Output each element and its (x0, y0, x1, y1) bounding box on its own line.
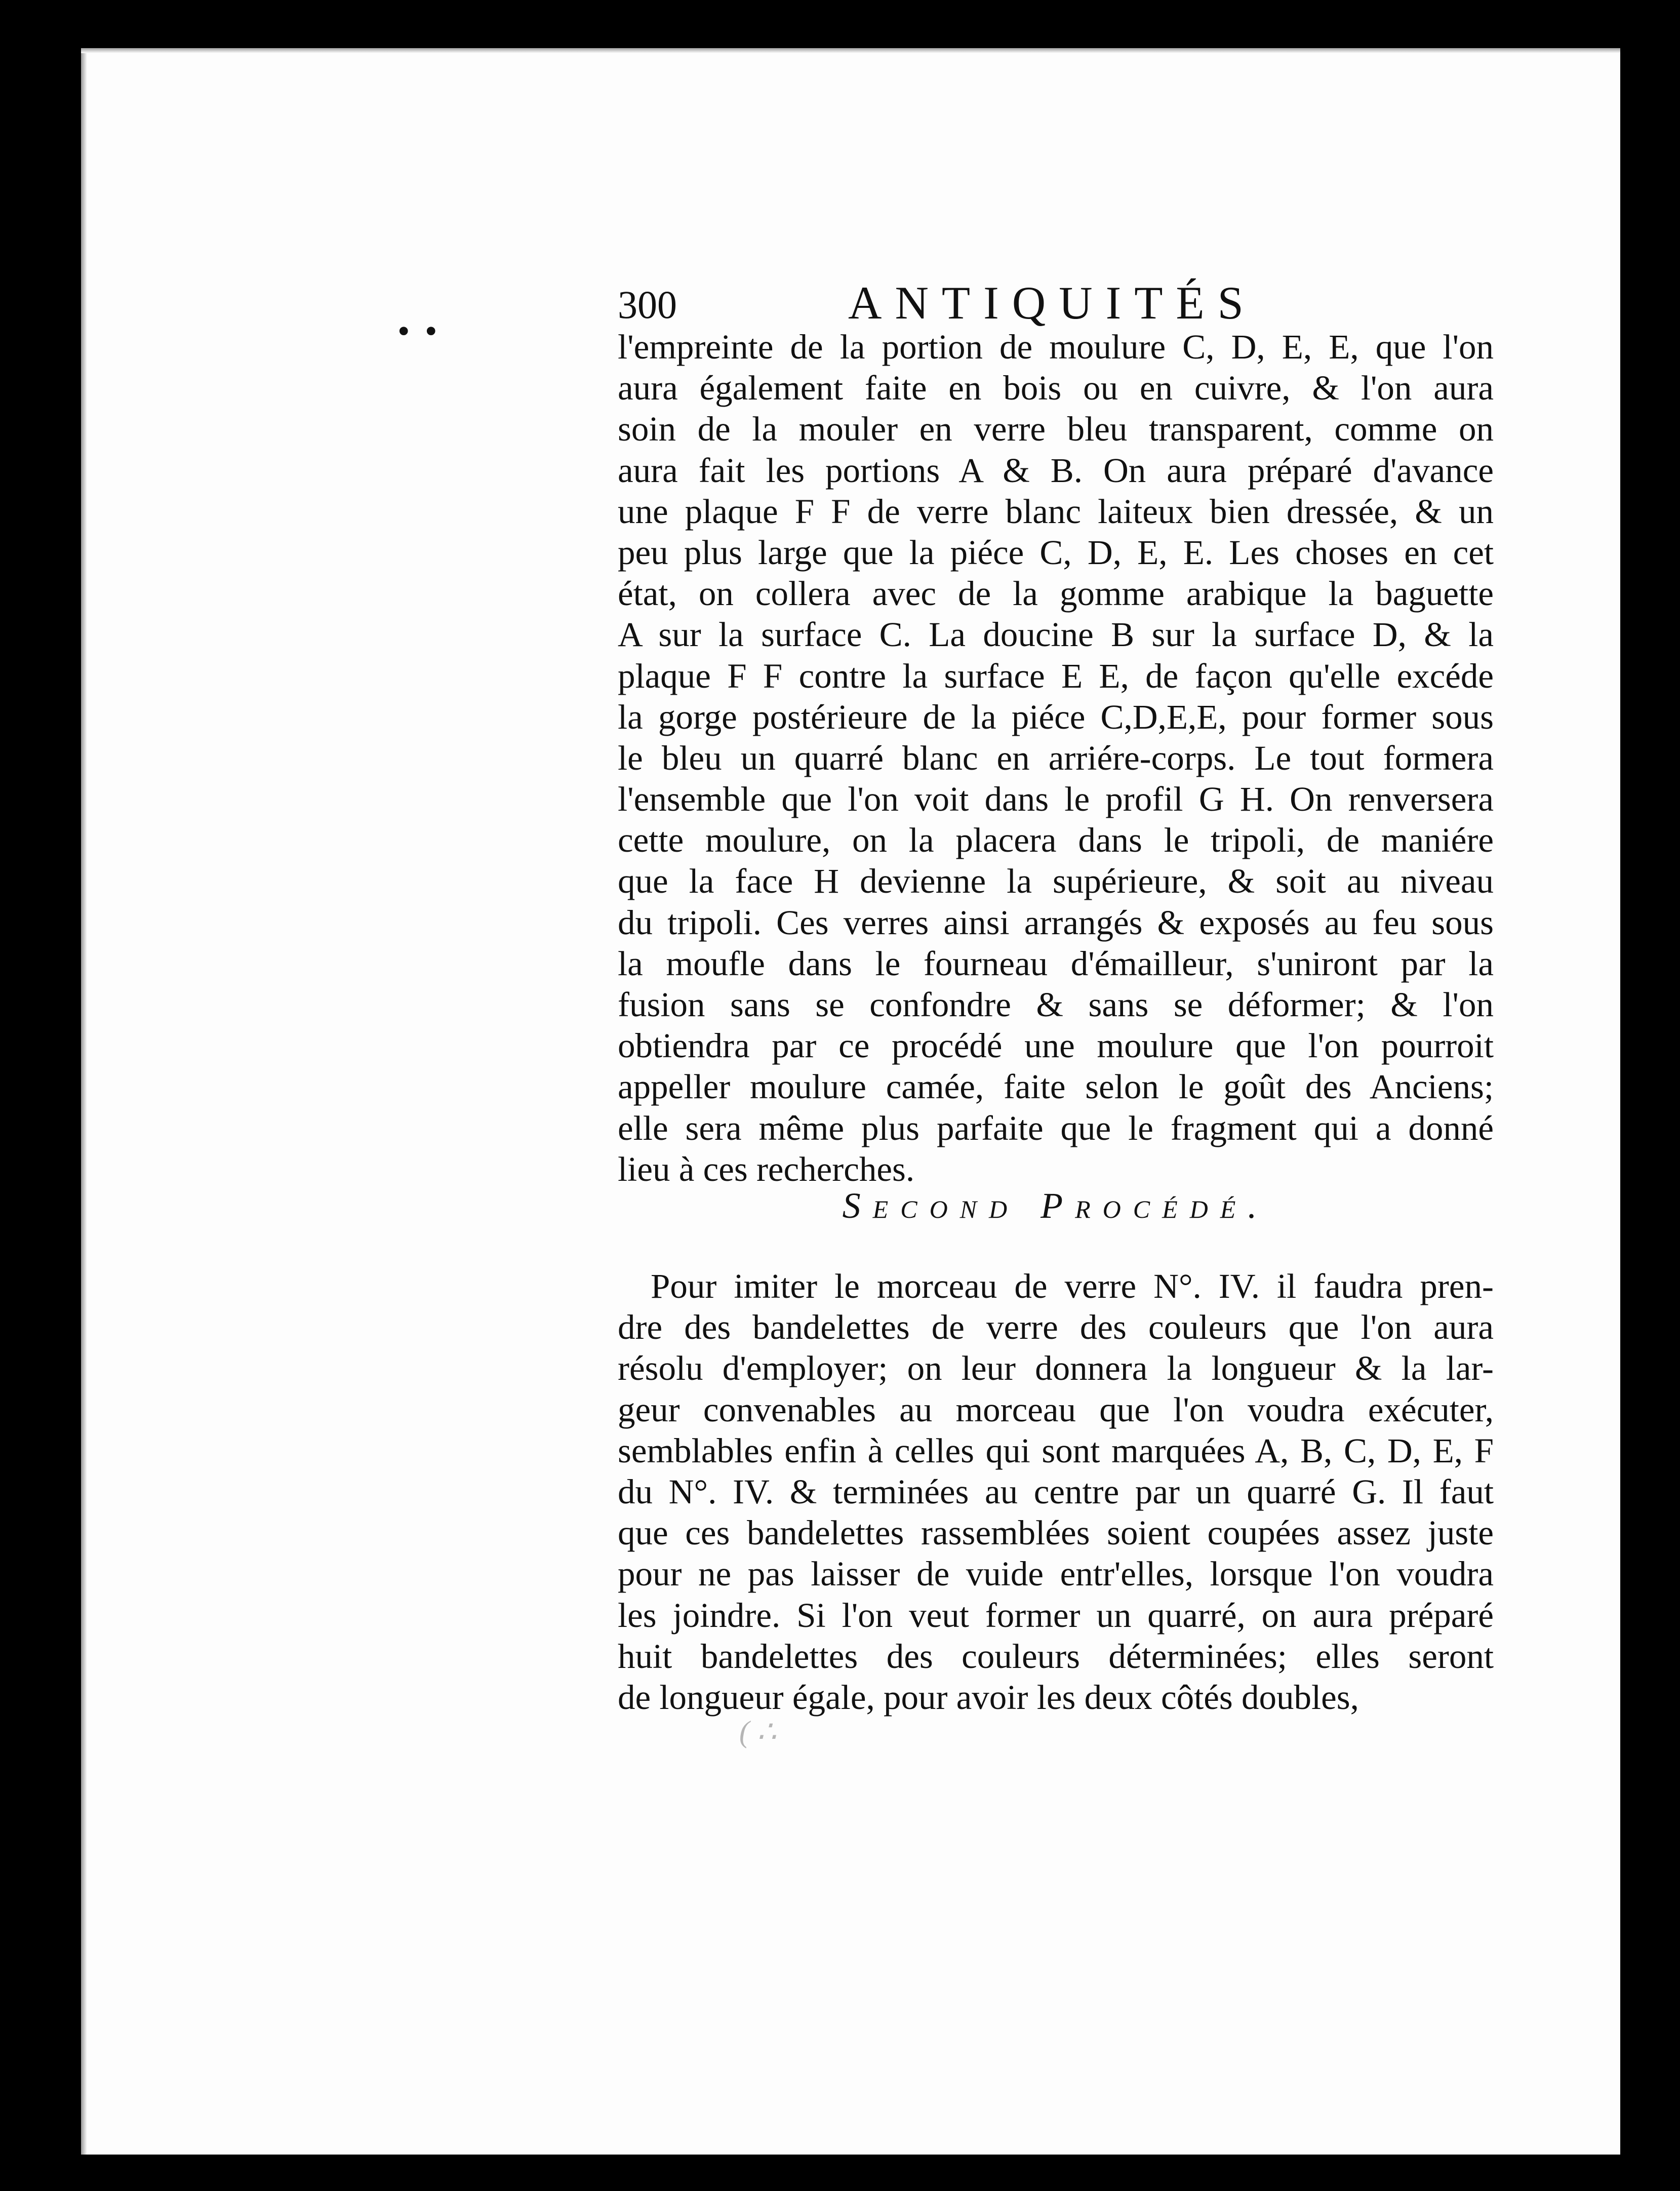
section-heading: Second Procédé. (842, 1185, 1269, 1226)
marginal-mark: • • (397, 312, 441, 351)
text-line: les joindre. Si l'on veut former un quarré, on aura préparé (618, 1596, 1494, 1635)
text-line: que la face H devienne la supérieure, & soit au niveau (618, 862, 1494, 901)
text-line: plaque F F contre la surface E E, de façon qu'elle excéde (618, 656, 1494, 695)
text-line: aura fait les portions A & B. On aura préparé d'avance (618, 451, 1494, 490)
text-line: de longueur égale, pour avoir les deux côtés doubles, (618, 1678, 1359, 1717)
text-line: dre des bandelettes de verre des couleurs que l'on aura (618, 1308, 1494, 1347)
text-line: état, on collera avec de la gomme arabique la baguette (618, 574, 1494, 613)
text-line: appeller moulure camée, faite selon le goût des Anciens; (618, 1067, 1494, 1106)
text-line: semblables enfin à celles qui sont marquées A, B, C, D, E, F (618, 1431, 1494, 1470)
text-line: huit bandelettes des couleurs déterminées; elles seront (618, 1637, 1494, 1676)
book-page (81, 48, 1620, 2155)
text-line: l'empreinte de la portion de moulure C, D, E, E, que l'on (618, 328, 1494, 366)
text-line: geur convenables au morceau que l'on voudra exécuter, (618, 1390, 1494, 1429)
text-line: A sur la surface C. La doucine B sur la surface D, & la (618, 615, 1494, 654)
stray-ink-mark: ( ∴ (739, 1715, 777, 1748)
text-line: cette moulure, on la placera dans le tripoli, de maniére (618, 821, 1494, 860)
paragraph-one (618, 327, 1494, 1190)
text-line: du N°. IV. & terminées au centre par un quarré G. Il faut (618, 1472, 1494, 1511)
text-line: lieu à ces recherches. (618, 1149, 915, 1188)
text-line: résolu d'employer; on leur donnera la longueur & la lar- (618, 1349, 1494, 1388)
text-line: la gorge postérieure de la piéce C,D,E,E, pour former sous (618, 697, 1494, 736)
text-line: peu plus large que la piéce C, D, E, E. Les choses en cet (618, 533, 1494, 572)
page-number: 300 (618, 283, 677, 327)
text-line: pour ne pas laisser de vuide entr'elles, lorsque l'on voudra (618, 1555, 1494, 1594)
text-line: elle sera même plus parfaite que le fragment qui a donné (618, 1108, 1494, 1147)
text-line: une plaque F F de verre blanc laiteux bien dressée, & un (618, 492, 1494, 531)
text-line: soin de la mouler en verre bleu transparent, comme on (618, 410, 1494, 449)
text-line: la moufle dans le fourneau d'émailleur, s'uniront par la (618, 944, 1494, 983)
text-line: le bleu un quarré blanc en arriére-corps. Le tout formera (618, 738, 1494, 777)
text-line: que ces bandelettes rassemblées soient coupées assez juste (618, 1513, 1494, 1552)
paragraph-two (618, 1266, 1494, 1718)
text-line: obtiendra par ce procédé une moulure que l'on pourroit (618, 1026, 1494, 1065)
text-line: fusion sans se confondre & sans se déformer; & l'on (618, 985, 1494, 1024)
text-line: Pour imiter le morceau de verre N°. IV. il faudra pren- (651, 1267, 1494, 1305)
text-line: aura également faite en bois ou en cuivre, & l'on aura (618, 369, 1494, 408)
running-head: ANTIQUITÉS (848, 277, 1257, 329)
text-line: du tripoli. Ces verres ainsi arrangés & exposés au feu sous (618, 903, 1494, 942)
text-line: l'ensemble que l'on voit dans le profil G H. On renversera (618, 780, 1494, 819)
